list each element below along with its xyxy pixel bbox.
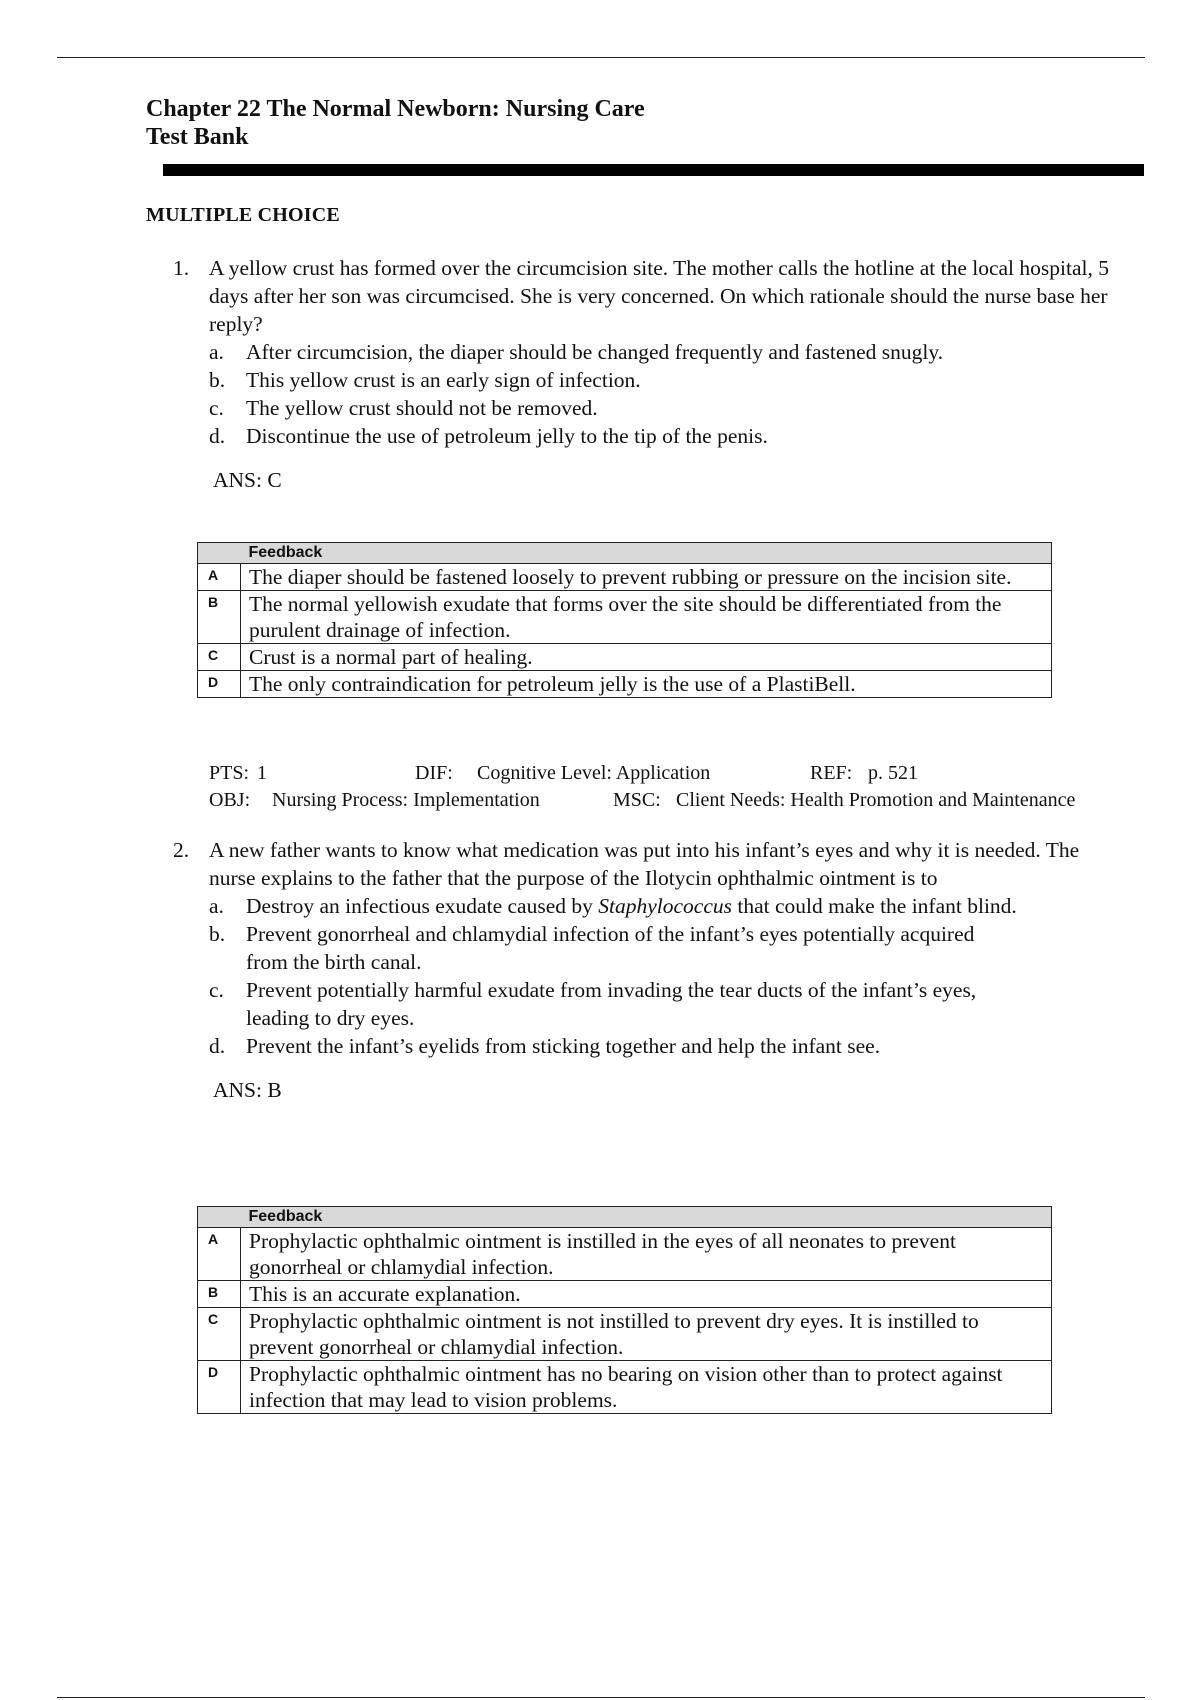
title-line-1: Chapter 22 The Normal Newborn: Nursing Care xyxy=(146,96,645,122)
ref-value: p. 521 xyxy=(868,762,918,784)
feedback-text: Prophylactic ophthalmic ointment is instilled in the eyes of all neonates to prevent gonorrheal or chlamydial infection. xyxy=(241,1228,1052,1281)
feedback-row xyxy=(198,1228,1052,1281)
option-text: The yellow crust should not be removed. xyxy=(246,396,598,420)
option-b xyxy=(209,920,1123,976)
option-text-part: Destroy an infectious exudate caused by xyxy=(246,894,599,918)
feedback-table-2 xyxy=(197,1206,1052,1414)
option-a xyxy=(209,892,1123,920)
feedback-header: Feedback xyxy=(241,543,1052,564)
organism-name: Staphylococcus xyxy=(598,894,732,918)
bottom-rule xyxy=(57,1697,1145,1698)
feedback-row xyxy=(198,1308,1052,1361)
feedback-letter: A xyxy=(198,1228,241,1281)
option-letter: d. xyxy=(209,1034,226,1058)
title-line-2: Test Bank xyxy=(146,124,249,150)
option-letter: c. xyxy=(209,396,224,420)
obj-value: Nursing Process: Implementation xyxy=(272,789,540,811)
question-1 xyxy=(173,254,1123,494)
question-number: 2. xyxy=(173,838,190,862)
feedback-letter: B xyxy=(198,1281,241,1308)
feedback-text: This is an accurate explanation. xyxy=(241,1281,1052,1308)
option-text: Discontinue the use of petroleum jelly to the tip of the penis. xyxy=(246,424,768,448)
option-c xyxy=(209,394,1123,422)
option-d xyxy=(209,422,1123,450)
question-stem: A new father wants to know what medication was put into his infant’s eyes and why it is needed. The nurse explains to the father that the purpose of the Ilotycin ophthalmic ointment is to xyxy=(209,838,1080,890)
option-text: After circumcision, the diaper should be changed frequently and fastened snugly. xyxy=(246,340,944,364)
feedback-row xyxy=(198,1361,1052,1414)
feedback-header: Feedback xyxy=(241,1207,1052,1228)
question-1-metadata xyxy=(209,760,1129,814)
option-letter: a. xyxy=(209,894,224,918)
feedback-row xyxy=(198,644,1052,671)
feedback-row xyxy=(198,671,1052,698)
feedback-letter: A xyxy=(198,564,241,591)
msc-label: MSC: xyxy=(613,789,661,811)
feedback-header-row xyxy=(198,543,1052,564)
feedback-text: The only contraindication for petroleum jelly is the use of a PlastiBell. xyxy=(241,671,1052,698)
option-d xyxy=(209,1032,1123,1060)
answer: ANS: B xyxy=(213,1078,282,1102)
feedback-row xyxy=(198,564,1052,591)
feedback-text: Prophylactic ophthalmic ointment has no bearing on vision other than to protect against infection that may lead to vision problems. xyxy=(241,1361,1052,1414)
obj-label: OBJ: xyxy=(209,789,251,811)
option-letter: c. xyxy=(209,978,224,1002)
option-letter: b. xyxy=(209,368,226,392)
question-stem: A yellow crust has formed over the circumcision site. The mother calls the hotline at the local hospital, 5 days after her son was circumcised. She is very concerned. On which rationale should the nurse base her reply? xyxy=(209,256,1109,336)
title-divider xyxy=(163,164,1144,176)
feedback-header-row xyxy=(198,1207,1052,1228)
feedback-table-1 xyxy=(197,542,1052,698)
feedback-row xyxy=(198,591,1052,644)
feedback-letter: D xyxy=(198,671,241,698)
msc-value: Client Needs: Health Promotion and Maintenance xyxy=(676,789,1076,811)
feedback-text: The normal yellowish exudate that forms over the site should be differentiated from the purulent drainage of infection. xyxy=(241,591,1052,644)
dif-label: DIF: xyxy=(415,762,453,784)
option-letter: b. xyxy=(209,922,226,946)
feedback-text: The diaper should be fastened loosely to prevent rubbing or pressure on the incision site. xyxy=(241,564,1052,591)
option-letter: a. xyxy=(209,340,224,364)
option-text-part: that could make the infant blind. xyxy=(732,894,1017,918)
dif-value: Cognitive Level: Application xyxy=(477,762,711,784)
option-text: Prevent the infant’s eyelids from sticking together and help the infant see. xyxy=(246,1034,881,1058)
option-text: Prevent gonorrheal and chlamydial infection of the infant’s eyes potentially acquired from the birth canal. xyxy=(246,922,975,974)
question-number: 1. xyxy=(173,256,190,280)
feedback-row xyxy=(198,1281,1052,1308)
feedback-letter: C xyxy=(198,644,241,671)
pts-value: 1 xyxy=(257,762,267,784)
answer: ANS: C xyxy=(213,468,282,492)
page-title xyxy=(146,95,645,151)
option-text: Prevent potentially harmful exudate from invading the tear ducts of the infant’s eyes, leading to dry eyes. xyxy=(246,978,977,1030)
option-a xyxy=(209,338,1123,366)
feedback-letter: D xyxy=(198,1361,241,1414)
top-rule xyxy=(57,57,1145,58)
feedback-text: Prophylactic ophthalmic ointment is not instilled to prevent dry eyes. It is instilled to prevent gonorrheal or chlamydial infection. xyxy=(241,1308,1052,1361)
feedback-letter: C xyxy=(198,1308,241,1361)
section-heading: MULTIPLE CHOICE xyxy=(146,204,340,226)
feedback-letter: B xyxy=(198,591,241,644)
question-2 xyxy=(173,836,1123,1104)
option-text: This yellow crust is an early sign of infection. xyxy=(246,368,641,392)
pts-label: PTS: xyxy=(209,762,250,784)
option-b xyxy=(209,366,1123,394)
option-c xyxy=(209,976,1123,1032)
feedback-text: Crust is a normal part of healing. xyxy=(241,644,1052,671)
ref-label: REF: xyxy=(810,762,853,784)
option-letter: d. xyxy=(209,424,226,448)
option-text xyxy=(246,892,1123,920)
